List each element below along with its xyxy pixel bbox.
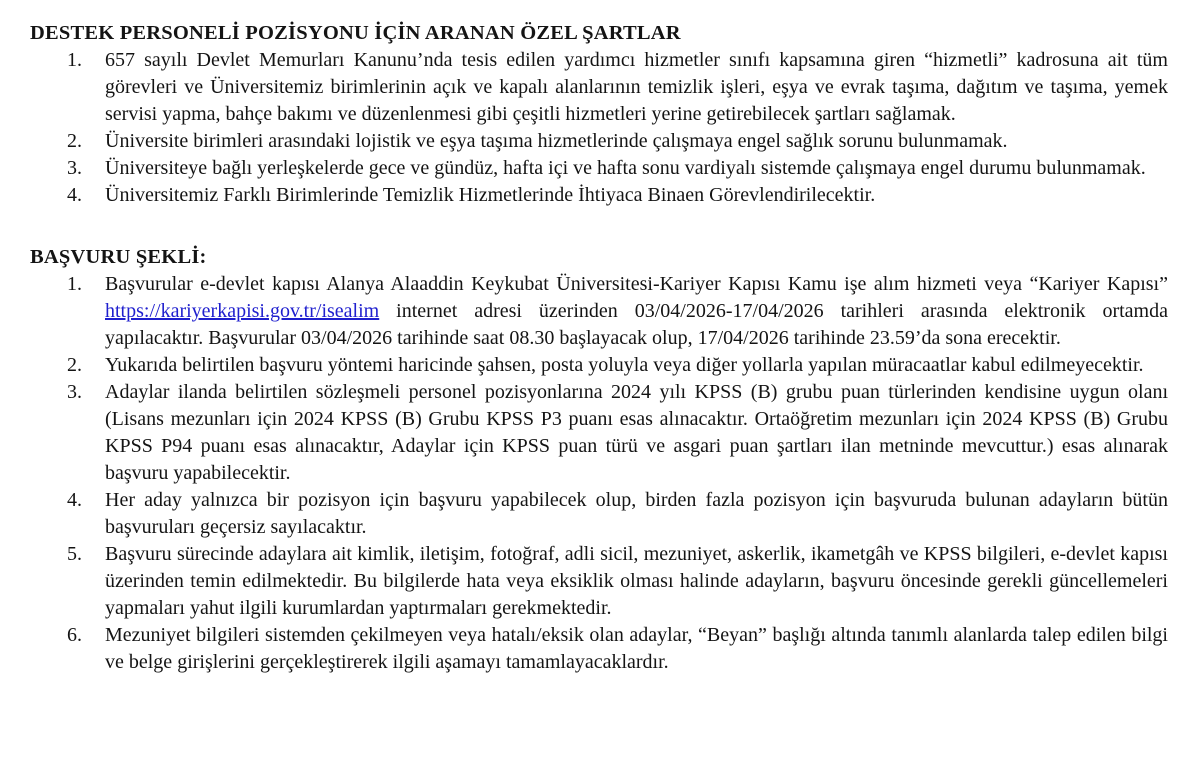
list-item-number: 1. xyxy=(67,49,82,71)
section-heading-ozel-sartlar: DESTEK PERSONELİ POZİSYONU İÇİN ARANAN ÖZEL ŞARTLAR xyxy=(30,22,681,44)
section-basvuru-sekli xyxy=(30,244,1168,676)
list-item-number: 4. xyxy=(67,489,82,511)
numbered-list-basvuru-sekli xyxy=(30,271,1168,676)
list-item xyxy=(64,182,1168,209)
list-item-text: Adaylar ilanda belirtilen sözleşmeli personel pozisyonlarına 2024 yılı KPSS (B) grubu puan türlerinden kendisine uygun olanı (Lisans mezunları için 2024 KPSS (B) Grubu KPSS P3 puanı esas alınacaktır. Ortaöğretim mezunları için 2024 KPSS (B) Grubu KPSS P94 puanı esas alınacaktır, Adaylar için KPSS puan türü ve asgari puan şartları ilan metninde mevcuttur.) esas alınarak başvuru yapabilecektir. xyxy=(105,381,1168,484)
list-item-number: 4. xyxy=(67,184,82,206)
list-item-number: 3. xyxy=(67,381,82,403)
section-heading-basvuru-sekli: BAŞVURU ŞEKLİ: xyxy=(30,246,207,268)
list-item-text: Mezuniyet bilgileri sistemden çekilmeyen veya hatalı/eksik olan adaylar, “Beyan” başlığı altında tanımlı alanlarda talep edilen bilgi ve belge girişlerini gerçekleştirerek ilgili aşamayı tamamlayacaklardır. xyxy=(105,624,1168,673)
numbered-list-ozel-sartlar xyxy=(30,47,1168,209)
kariyer-kapisi-link[interactable]: https://kariyerkapisi.gov.tr/isealim xyxy=(105,300,380,322)
list-item-text: 657 sayılı Devlet Memurları Kanunu’nda tesis edilen yardımcı hizmetler sınıfı kapsamına giren “hizmetli” kadrosuna ait tüm görevleri ve Üniversitemiz birimlerinin açık ve kapalı alanlarının temizlik işleri, eşya ve evrak taşıma, dağıtım ve taşıma, yemek servisi yapma, bahçe bakımı ve düzenlenmesi gibi çeşitli hizmetleri yerine getirebilecek şartları sağlamak. xyxy=(105,49,1168,125)
list-item xyxy=(64,155,1168,182)
list-item xyxy=(64,271,1168,352)
list-item xyxy=(64,622,1168,676)
list-item xyxy=(64,47,1168,128)
list-item-number: 1. xyxy=(67,273,82,295)
list-item xyxy=(64,128,1168,155)
list-item-text: Üniversitemiz Farklı Birimlerinde Temizlik Hizmetlerinde İhtiyaca Binaen Görevlendirilecektir. xyxy=(105,184,876,206)
section-ozel-sartlar xyxy=(30,20,1168,209)
list-item-text: Başvurular e-devlet kapısı Alanya Alaaddin Keykubat Üniversitesi-Kariyer Kapısı Kamu işe alım hizmeti veya “Kariyer Kapısı” https://kariyerkapisi.gov.tr/isealim internet adresi üzerinden 03/04/2026-17/04/2026 tarihleri arasında elektronik ortamda yapılacaktır. Başvurular 03/04/2026 tarihinde saat 08.30 başlayacak olup, 17/04/2026 tarihinde 23.59’da sona erecektir. xyxy=(105,273,1168,349)
list-item-number: 2. xyxy=(67,130,82,152)
list-item xyxy=(64,487,1168,541)
list-item xyxy=(64,379,1168,487)
list-item-number: 3. xyxy=(67,157,82,179)
list-item-number: 6. xyxy=(67,624,82,646)
list-item-number: 5. xyxy=(67,543,82,565)
list-item-text: Yukarıda belirtilen başvuru yöntemi haricinde şahsen, posta yoluyla veya diğer yollarla yapılan müracaatlar kabul edilmeyecektir. xyxy=(105,354,1144,376)
list-item-text: Üniversite birimleri arasındaki lojistik ve eşya taşıma hizmetlerinde çalışmaya engel sağlık sorunu bulunmamak. xyxy=(105,130,1008,152)
list-item xyxy=(64,352,1168,379)
list-item-text: Her aday yalnızca bir pozisyon için başvuru yapabilecek olup, birden fazla pozisyon için başvuruda bulunan adayların bütün başvuruları geçersiz sayılacaktır. xyxy=(105,489,1168,538)
list-item-number: 2. xyxy=(67,354,82,376)
list-item-text: Başvuru sürecinde adaylara ait kimlik, iletişim, fotoğraf, adli sicil, mezuniyet, askerlik, ikametgâh ve KPSS bilgileri, e-devlet kapısı üzerinden temin edilmektedir. Bu bilgilerde hata veya eksiklik olması halinde adayların, başvuru öncesinde gerekli güncellemeleri yapmaları yahut ilgili kurumlardan yaptırmaları gerekmektedir. xyxy=(105,543,1168,619)
list-item-text: Üniversiteye bağlı yerleşkelerde gece ve gündüz, hafta içi ve hafta sonu vardiyalı sistemde çalışmaya engel durumu bulunmamak. xyxy=(105,157,1146,179)
list-item xyxy=(64,541,1168,622)
